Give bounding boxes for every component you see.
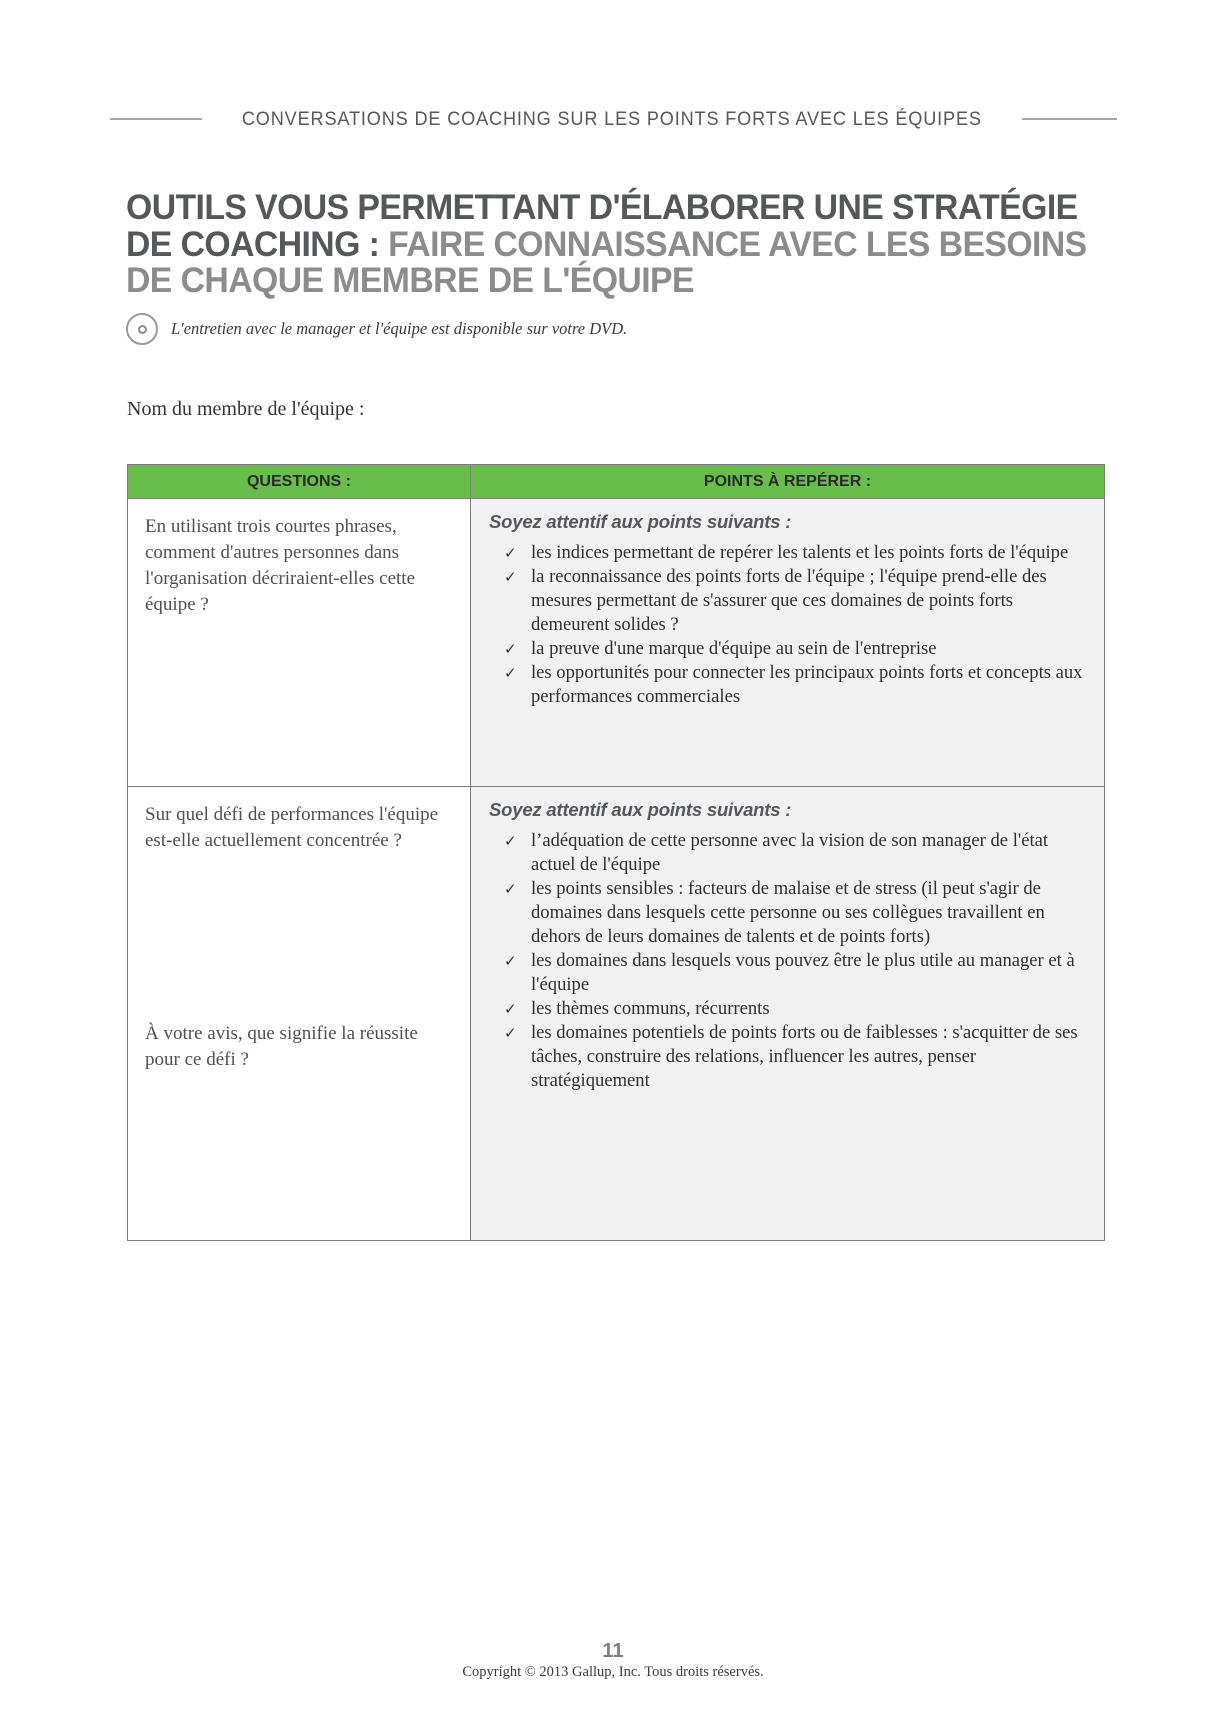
checkmark-icon: ✓ xyxy=(504,640,517,658)
checkmark-icon: ✓ xyxy=(504,544,517,562)
checkmark-icon: ✓ xyxy=(504,1000,517,1018)
running-head-rule-left xyxy=(110,118,202,120)
page-title-light: FAIRE CONNAISSANCE AVEC LES BESOINS DE CHAQUE MEMBRE DE L'ÉQUIPE xyxy=(126,224,1087,300)
dvd-note xyxy=(126,313,627,345)
points-list xyxy=(489,541,1088,709)
copyright-notice: Copyright © 2013 Gallup, Inc. Tous droits réservés. xyxy=(462,1664,764,1680)
dvd-disc-icon xyxy=(126,313,158,345)
list-item: ✓ les domaines potentiels de points forts ou de faiblesses : s'acquitter de ses tâches, construire des relations, influencer les autres, penser stratégiquement xyxy=(504,1022,1078,1091)
checkmark-icon: ✓ xyxy=(504,832,517,850)
running-head-text: CONVERSATIONS DE COACHING SUR LES POINTS FORTS AVEC LES ÉQUIPES xyxy=(241,107,982,130)
page-number: 11 xyxy=(602,1640,624,1662)
question-text: À votre avis, que signifie la réussite pour ce défi ? xyxy=(145,1023,418,1070)
checkmark-icon: ✓ xyxy=(504,568,517,586)
question-text: Sur quel défi de performances l'équipe est-elle actuellement concentrée ? xyxy=(145,804,439,851)
points-list xyxy=(489,829,1088,1093)
coaching-table xyxy=(127,464,1105,1241)
checkmark-icon: ✓ xyxy=(504,664,517,682)
checkmark-icon: ✓ xyxy=(504,952,517,970)
list-item: ✓ l’adéquation de cette personne avec la vision de son manager de l'état actuel de l'équipe xyxy=(504,830,1049,875)
points-cell xyxy=(471,499,1105,787)
header-points: POINTS À REPÉRER : xyxy=(471,465,1105,499)
running-head-rule-right xyxy=(1022,118,1117,120)
focus-title: Soyez attentif aux points suivants : xyxy=(489,511,792,532)
table-row xyxy=(128,787,1105,1241)
list-item: ✓ les thèmes communs, récurrents xyxy=(504,998,770,1019)
points-cell xyxy=(471,787,1105,1241)
list-item: ✓ la reconnaissance des points forts de l'équipe ; l'équipe prend-elle des mesures permettant de s'assurer que ces domaines de points forts demeurent solides ? xyxy=(504,566,1047,635)
page-title-dark: OUTILS VOUS PERMETTANT D'ÉLABORER UNE STRATÉGIE DE COACHING : xyxy=(126,188,1078,264)
focus-title: Soyez attentif aux points suivants : xyxy=(489,799,792,820)
checkmark-icon: ✓ xyxy=(504,1024,517,1042)
checkmark-icon: ✓ xyxy=(504,880,517,898)
question-cell xyxy=(128,499,471,787)
running-head xyxy=(110,104,1120,134)
page-footer xyxy=(0,1640,1226,1681)
member-name-label: Nom du membre de l'équipe : xyxy=(127,398,365,420)
header-questions: QUESTIONS : xyxy=(128,465,471,499)
question-cell xyxy=(128,787,471,1241)
list-item: ✓ les indices permettant de repérer les talents et les points forts de l'équipe xyxy=(504,542,1069,563)
list-item: ✓ les points sensibles : facteurs de malaise et de stress (il peut s'agir de domaines dans lesquels cette personne ou ses collègues travaillent en dehors de leurs domaines de talents et de points forts) xyxy=(504,878,1045,947)
page-title xyxy=(126,190,1091,300)
dvd-note-text: L'entretien avec le manager et l'équipe est disponible sur votre DVD. xyxy=(171,319,628,338)
table-row xyxy=(128,499,1105,787)
list-item: ✓ les opportunités pour connecter les principaux points forts et concepts aux performances commerciales xyxy=(504,662,1083,707)
table-header-row xyxy=(128,465,1105,499)
question-text: En utilisant trois courtes phrases, comment d'autres personnes dans l'organisation décriraient-elles cette équipe ? xyxy=(145,516,416,615)
list-item: ✓ la preuve d'une marque d'équipe au sein de l'entreprise xyxy=(504,638,937,659)
list-item: ✓ les domaines dans lesquels vous pouvez être le plus utile au manager et à l'équipe xyxy=(504,950,1075,995)
